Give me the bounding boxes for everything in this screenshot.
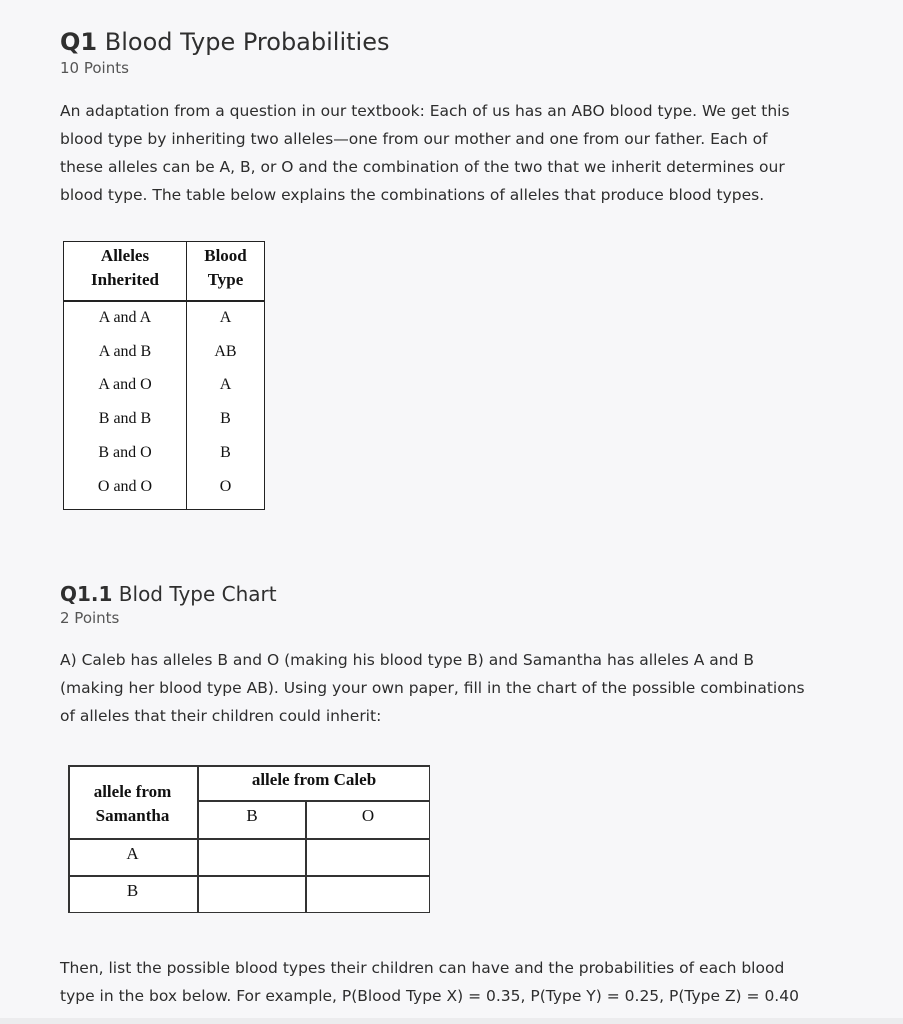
header-alleles-inherited: Alleles Inherited: [91, 246, 159, 289]
followup-line: Then, list the possible blood types their children can have and the probabilities of each blood: [60, 959, 785, 977]
subquestion-title: [60, 580, 277, 608]
followup-line: type in the box below. For example, P(Blood Type X) = 0.35, P(Type Y) = 0.25, P(Type Z) = 0.40: [60, 987, 799, 1005]
chart-divider: [197, 800, 430, 802]
allele-combination-chart: [68, 765, 430, 913]
prompt-line: (making her blood type AB). Using your own paper, fill in the chart of the possible combinations: [60, 679, 805, 697]
table-cell-alleles: B and O: [98, 444, 152, 461]
table-cell-alleles: O and O: [97, 478, 153, 495]
table-cell-type: A: [219, 309, 232, 326]
chart-border-top: [68, 765, 430, 767]
intro-line: An adaptation from a question in our textbook: Each of us has an ABO blood type. We get this: [60, 102, 790, 120]
chart-row-header-line1: allele from: [93, 782, 172, 801]
question-intro: [60, 97, 850, 209]
table-cell-type: B: [220, 410, 231, 427]
chart-row-header-line2: Samantha: [95, 806, 170, 825]
table-cell-alleles: A and O: [98, 376, 152, 393]
table-cell-type: AB: [214, 343, 237, 360]
subquestion-followup: [60, 954, 850, 1010]
prompt-line: A) Caleb has alleles B and O (making his blood type B) and Samantha has alleles A and B: [60, 651, 755, 669]
allele-blood-type-table: [63, 241, 265, 510]
subquestion-points: 2 Points: [60, 609, 120, 627]
table-cell-type: A: [219, 376, 232, 393]
question-number: Q1: [60, 28, 98, 56]
chart-border-bottom: [68, 912, 430, 914]
bottom-scroll-edge: [0, 1018, 903, 1024]
subquestion-title-text: Blod Type Chart: [118, 582, 277, 606]
question-points: 10 Points: [60, 59, 129, 77]
table-cell-alleles: B and B: [98, 410, 152, 427]
subquestion-number: Q1.1: [60, 582, 113, 606]
chart-row-allele: A: [126, 844, 139, 863]
table-header-divider: [64, 300, 264, 302]
subquestion-prompt: [60, 646, 850, 730]
chart-col-header: allele from Caleb: [251, 770, 377, 789]
chart-col-allele: B: [246, 806, 258, 825]
chart-divider: [68, 838, 430, 840]
table-cell-type: B: [220, 444, 231, 461]
prompt-line: of alleles that their children could inherit:: [60, 707, 382, 725]
question-title: [60, 26, 389, 58]
intro-line: blood type by inheriting two alleles—one from our mother and one from our father. Each of: [60, 130, 768, 148]
chart-row-allele: B: [126, 881, 139, 900]
intro-line: these alleles can be A, B, or O and the combination of the two that we inherit determines our: [60, 158, 785, 176]
chart-divider: [68, 875, 430, 877]
intro-line: blood type. The table below explains the combinations of alleles that produce blood types.: [60, 186, 765, 204]
table-cell-alleles: A and A: [98, 309, 152, 326]
table-cell-type: O: [219, 478, 232, 495]
table-cell-alleles: A and B: [98, 343, 152, 360]
chart-col-allele: O: [361, 806, 375, 825]
header-blood-type: Blood Type: [204, 246, 247, 289]
question-title-text: Blood Type Probabilities: [104, 28, 390, 56]
